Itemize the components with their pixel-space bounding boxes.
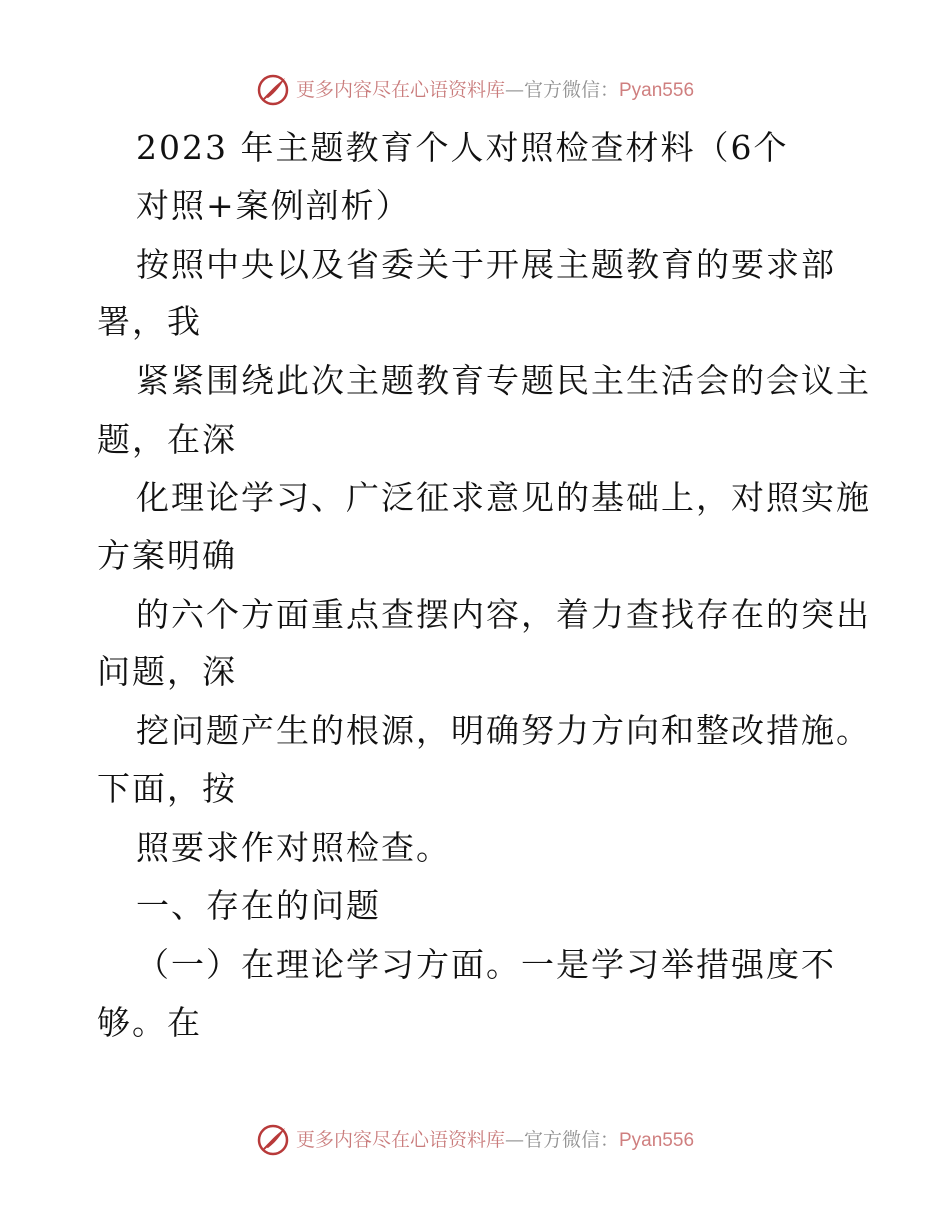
- paragraph-line: 问题，深: [97, 652, 237, 691]
- paragraph-line: 照要求作对照检查。: [136, 828, 451, 867]
- paragraph-line: 化理论学习、广泛征求意见的基础上，对照实施: [136, 478, 871, 517]
- quill-logo-icon: [256, 1123, 290, 1157]
- banner-content: [256, 1120, 694, 1160]
- document-title-line-1: 2023 年主题教育个人对照检查材料（6个: [136, 128, 789, 167]
- banner-main-text: 更多内容尽在心语资料库: [295, 78, 505, 101]
- quill-logo-icon: [256, 73, 290, 107]
- paragraph-line: 方案明确: [97, 536, 237, 575]
- banner-text: [295, 1128, 695, 1151]
- header-banner: [0, 70, 950, 110]
- banner-wechat-label: 官方微信：: [523, 1128, 619, 1151]
- paragraph-line: 挖问题产生的根源，明确努力方向和整改措施。: [136, 711, 871, 750]
- banner-separator: —: [504, 1128, 524, 1151]
- banner-main-text: 更多内容尽在心语资料库: [295, 1128, 505, 1151]
- banner-separator: —: [504, 78, 524, 101]
- paragraph-line: 按照中央以及省委关于开展主题教育的要求部: [136, 245, 836, 284]
- paragraph-line: 的六个方面重点查摆内容，着力查找存在的突出: [136, 595, 871, 634]
- subsection-heading: （一）在理论学习方面。一是学习举措强度不: [136, 945, 836, 984]
- paragraph-line: 下面，按: [97, 769, 237, 808]
- banner-account: Pyan556: [619, 1129, 695, 1151]
- banner-account: Pyan556: [619, 79, 695, 101]
- paragraph-line: 题，在深: [97, 420, 237, 459]
- banner-wechat-label: 官方微信：: [523, 78, 619, 101]
- paragraph-line: 够。在: [97, 1003, 202, 1042]
- banner-text: [295, 78, 695, 101]
- section-heading: 一、存在的问题: [136, 886, 381, 925]
- paragraph-line: 署，我: [97, 302, 202, 341]
- footer-banner: [0, 1120, 950, 1160]
- document-title-line-2: 对照+案例剖析）: [136, 186, 411, 225]
- banner-content: [256, 70, 694, 110]
- paragraph-line: 紧紧围绕此次主题教育专题民主生活会的会议主: [136, 361, 871, 400]
